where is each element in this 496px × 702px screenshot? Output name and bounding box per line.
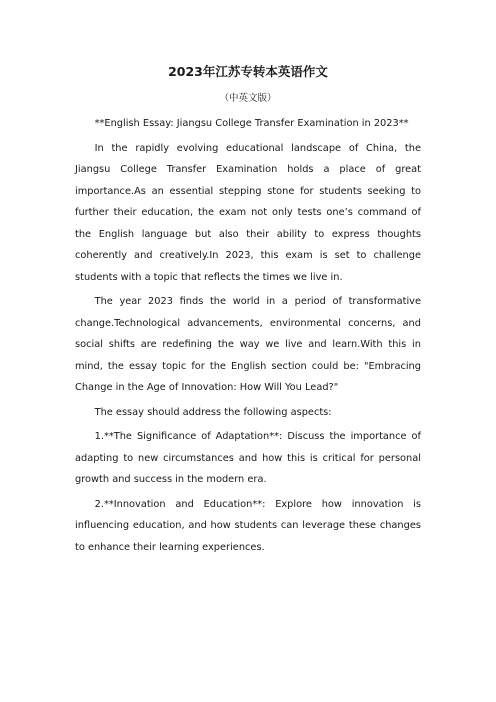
intro-paragraph: In the rapidly evolving educational landscape of China, the Jiangsu College Transfer Examination holds a place of great importance.As an essential stepping stone for students seeking to further their education, the exam not only tests one’s command of the English language but also their ability to express thoughts coherently and creatively.In 2023, this exam is set to challenge students with a topic that reflects the times we live in. <box>75 142 421 283</box>
document-subtitle: （中英文版） <box>219 93 277 104</box>
aspect-2-paragraph: 2.**Innovation and Education**: Explore how innovation is influencing education, and how students can leverage these changes to enhance their learning experiences. <box>75 498 421 553</box>
context-paragraph: The year 2023 finds the world in a period of transformative change.Technological advancements, environmental concerns, and social shifts are redefining the way we live and learn.With this in mind, the essay topic for the English section could be: "Embracing Change in the Age of Innovation: How Will You Lead?" <box>75 296 421 393</box>
document-title: 2023年江苏专转本英语作文 <box>168 64 328 79</box>
aspects-intro-paragraph: The essay should address the following aspects: <box>94 406 332 418</box>
aspect-1-paragraph: 1.**The Significance of Adaptation**: Discuss the importance of adapting to new circumstances and how this is critical for personal growth and success in the modern era. <box>75 431 421 485</box>
essay-heading-paragraph: **English Essay: Jiangsu College Transfer Examination in 2023** <box>94 118 409 129</box>
